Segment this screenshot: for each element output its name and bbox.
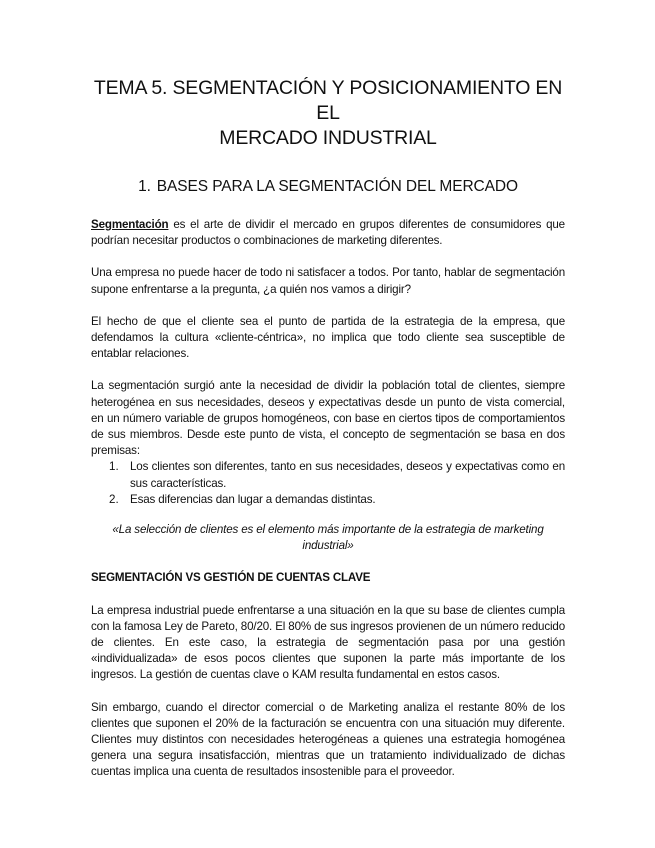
section-title-text: BASES PARA LA SEGMENTACIÓN DEL MERCADO xyxy=(156,178,518,195)
list-item-text: Los clientes son diferentes, tanto en sus necesidades, deseos y expectativas como en sus características. xyxy=(130,460,565,490)
list-item-number: 2. xyxy=(109,492,119,506)
list-item-number: 1. xyxy=(109,460,119,474)
section-number: 1. xyxy=(138,178,151,195)
section-heading xyxy=(91,177,565,197)
definition-paragraph xyxy=(91,217,565,249)
paragraph-remaining-clients: Sin embargo, cuando el director comercial o de Marketing analiza el restante 80% de los clientes que suponen el 20% de la facturación se encuentra con una situación muy diferente. Clientes muy distintos con necesidades heterogéneas a quienes una estrategia homogénea genera una segura insatisfacción, mientras que un tratamiento individualizado de dichas cuentas implica una cuenta de resultados insostenible para el proveedor. xyxy=(91,700,565,779)
list-item xyxy=(109,459,565,491)
subheading: SEGMENTACIÓN VS GESTIÓN DE CUENTAS CLAVE xyxy=(91,571,371,585)
title-line-1: TEMA 5. SEGMENTACIÓN Y POSICIONAMIENTO EN EL xyxy=(93,77,563,124)
quote: «La selección de clientes es el elemento más importante de la estrategia de marketing industrial» xyxy=(112,523,544,553)
title-line-2: MERCADO INDUSTRIAL xyxy=(219,127,437,149)
paragraph-origin: La segmentación surgió ante la necesidad de dividir la población total de clientes, siempre heterogénea en sus necesidades, deseos y expectativas desde un punto de vista comercial, en un número variable de grupos homogéneos, con base en ciertos tipos de comportamientos de sus miembros. Desde este punto de vista, el concepto de segmentación se basa en dos premisas: xyxy=(91,379,565,458)
paragraph-who: Una empresa no puede hacer de todo ni satisfacer a todos. Por tanto, hablar de segmentación supone enfrentarse a la pregunta, ¿a quién nos vamos a dirigir? xyxy=(91,266,565,296)
paragraph-client-centric: El hecho de que el cliente sea el punto de partida de la estrategia de la empresa, que defendamos la cultura «cliente-céntrica», no implica que todo cliente sea susceptible de entablar relaciones. xyxy=(91,314,565,361)
list-item-text: Esas diferencias dan lugar a demandas distintas. xyxy=(130,492,376,506)
premises-list xyxy=(91,459,565,508)
paragraph-pareto: La empresa industrial puede enfrentarse a una situación en la que su base de clientes cumpla con la famosa Ley de Pareto, 80/20. El 80% de sus ingresos provienen de un número reducido de clientes. En este caso, la estrategia de segmentación pasa por una gestión «individualizada» de esos pocos clientes que suponen la parte más importante de los ingresos. La gestión de cuentas clave o KAM resulta fundamental en estos casos. xyxy=(91,603,565,682)
list-item xyxy=(109,492,565,508)
document-title xyxy=(91,0,565,151)
definition-text: es el arte de dividir el mercado en grupos diferentes de consumidores que podrían necesitar productos o combinaciones de marketing diferentes. xyxy=(91,218,565,248)
segmentation-term: Segmentación xyxy=(91,218,169,231)
